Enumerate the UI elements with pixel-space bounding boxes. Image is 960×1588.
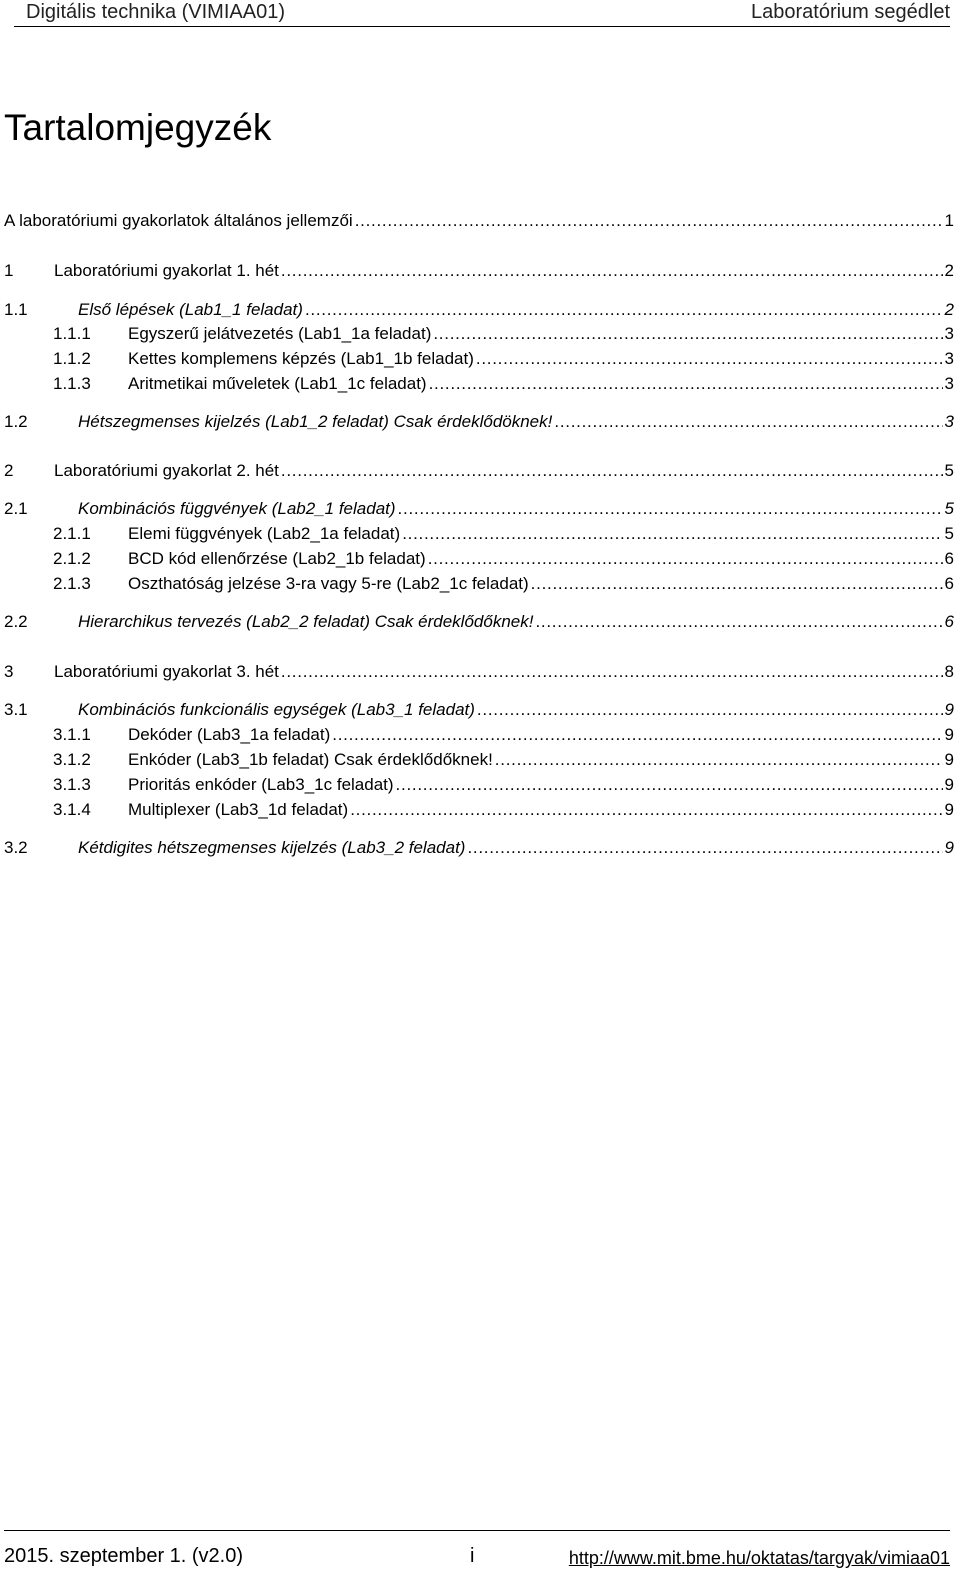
toc-entry-number: 1.1.3 bbox=[53, 374, 91, 393]
toc-entry-number: 1.1 bbox=[4, 300, 28, 319]
header-course-title: Digitális technika (VIMIAA01) bbox=[26, 1, 285, 23]
toc-entry[interactable] bbox=[4, 798, 954, 822]
toc-entry-title: Laboratóriumi gyakorlat 3. hét bbox=[54, 662, 279, 681]
toc-entry-number: 3 bbox=[4, 662, 14, 681]
toc-dot-leader bbox=[332, 723, 942, 747]
toc-entry-page: 3 bbox=[944, 324, 954, 343]
toc-entry-number: 2.1.2 bbox=[53, 549, 91, 568]
toc-entry-title: Aritmetikai műveletek (Lab1_1c feladat) bbox=[128, 374, 427, 393]
toc-entry[interactable] bbox=[4, 610, 954, 634]
toc-entry-number: 3.1 bbox=[4, 700, 28, 719]
toc-entry-number: 3.1.2 bbox=[53, 750, 91, 769]
toc-entry[interactable] bbox=[4, 298, 954, 322]
footer-date: 2015. szeptember 1. (v2.0) bbox=[4, 1545, 244, 1567]
footer-url-link[interactable]: http://www.mit.bme.hu/oktatas/targyak/vimiaa01 bbox=[568, 1548, 950, 1568]
toc-entry-page: 3 bbox=[944, 412, 954, 431]
toc-entry-number: 1.1.1 bbox=[53, 324, 91, 343]
toc-dot-leader bbox=[398, 497, 943, 521]
toc-entry-number: 2.1.1 bbox=[53, 524, 91, 543]
toc-entry-title: A laboratóriumi gyakorlatok általános jellemzői bbox=[4, 211, 353, 230]
toc-entry-title: Oszthatóság jelzése 3-ra vagy 5-re (Lab2_1c feladat) bbox=[128, 574, 529, 593]
toc-entry-page: 6 bbox=[944, 574, 954, 593]
toc-entry-page: 9 bbox=[944, 725, 954, 744]
toc-entry-title: Egyszerű jelátvezetés (Lab1_1a feladat) bbox=[128, 324, 432, 343]
toc-entry-title: BCD kód ellenőrzése (Lab2_1b feladat) bbox=[128, 549, 426, 568]
toc-entry-number: 3.1.3 bbox=[53, 775, 91, 794]
toc-dot-leader bbox=[281, 459, 943, 483]
toc-entry-number: 3.2 bbox=[4, 838, 28, 857]
page-footer bbox=[4, 1530, 950, 1571]
toc-dot-leader bbox=[554, 410, 942, 434]
toc-dot-leader bbox=[281, 660, 943, 684]
toc-entry[interactable] bbox=[4, 497, 954, 521]
toc-entry-title: Prioritás enkóder (Lab3_1c feladat) bbox=[128, 775, 394, 794]
toc-entry-page: 1 bbox=[944, 211, 954, 230]
toc-entry[interactable] bbox=[4, 660, 954, 684]
toc-entry[interactable] bbox=[4, 372, 954, 396]
toc-entry-title: Kombinációs funkcionális egységek (Lab3_1 feladat) bbox=[78, 700, 475, 719]
toc-entry-page: 6 bbox=[944, 549, 954, 568]
toc-entry-title: Enkóder (Lab3_1b feladat) Csak érdeklődőknek! bbox=[128, 750, 493, 769]
toc-entry-page: 9 bbox=[944, 775, 954, 794]
toc-dot-leader bbox=[531, 572, 943, 596]
toc-dot-leader bbox=[355, 209, 943, 233]
toc-dot-leader bbox=[535, 610, 942, 634]
toc-entry-number: 2 bbox=[4, 461, 14, 480]
toc-entry-page: 9 bbox=[944, 838, 954, 857]
footer-page-number: i bbox=[470, 1545, 475, 1567]
toc-dot-leader bbox=[467, 836, 942, 860]
toc-entry[interactable] bbox=[4, 748, 954, 772]
toc-entry-page: 6 bbox=[944, 612, 954, 631]
toc-entry-number: 1 bbox=[4, 261, 14, 280]
toc-entry-number: 2.1.3 bbox=[53, 574, 91, 593]
page-title: Tartalomjegyzék bbox=[4, 107, 272, 148]
toc-entry[interactable] bbox=[4, 259, 954, 283]
toc-entry[interactable] bbox=[4, 522, 954, 546]
toc-entry[interactable] bbox=[4, 723, 954, 747]
toc-dot-leader bbox=[396, 773, 943, 797]
toc-entry-title: Laboratóriumi gyakorlat 1. hét bbox=[54, 261, 279, 280]
toc-entry-page: 9 bbox=[944, 800, 954, 819]
toc-entry-page: 3 bbox=[944, 374, 954, 393]
toc-entry[interactable] bbox=[4, 773, 954, 797]
page-header bbox=[14, 0, 950, 27]
toc-entry-title: Laboratóriumi gyakorlat 2. hét bbox=[54, 461, 279, 480]
toc-entry-page: 5 bbox=[944, 499, 954, 518]
toc-dot-leader bbox=[476, 347, 943, 371]
toc-dot-leader bbox=[477, 698, 943, 722]
toc-entry-page: 8 bbox=[944, 662, 954, 681]
toc-entry-page: 2 bbox=[944, 300, 954, 319]
toc-entry-number: 2.2 bbox=[4, 612, 28, 631]
toc-entry-number: 1.2 bbox=[4, 412, 28, 431]
toc-dot-leader bbox=[305, 298, 943, 322]
toc-entry[interactable] bbox=[4, 322, 954, 346]
toc-entry[interactable] bbox=[4, 836, 954, 860]
toc-dot-leader bbox=[429, 372, 943, 396]
toc-entry-page: 9 bbox=[944, 700, 954, 719]
toc-entry[interactable] bbox=[4, 459, 954, 483]
toc-entry-page: 3 bbox=[944, 349, 954, 368]
toc-dot-leader bbox=[495, 748, 943, 772]
toc-dot-leader bbox=[433, 322, 942, 346]
toc-entry-number: 2.1 bbox=[4, 499, 28, 518]
toc-entry-title: Elemi függvények (Lab2_1a feladat) bbox=[128, 524, 401, 543]
toc-dot-leader bbox=[428, 547, 943, 571]
toc-entry[interactable] bbox=[4, 572, 954, 596]
toc-entry-page: 5 bbox=[944, 524, 954, 543]
toc-entry-title: Hétszegmenses kijelzés (Lab1_2 feladat) Csak érdeklődöknek! bbox=[78, 412, 553, 431]
toc-entry-number: 3.1.1 bbox=[53, 725, 91, 744]
toc-entry[interactable] bbox=[4, 410, 954, 434]
toc-entry-page: 2 bbox=[944, 261, 954, 280]
toc-dot-leader bbox=[281, 259, 943, 283]
toc-entry[interactable] bbox=[4, 347, 954, 371]
toc-entry-title: Kétdigites hétszegmenses kijelzés (Lab3_2 feladat) bbox=[78, 838, 466, 857]
toc-entry-title: Első lépések (Lab1_1 feladat) bbox=[78, 300, 303, 319]
toc-entry[interactable] bbox=[4, 698, 954, 722]
toc-entry-page: 9 bbox=[944, 750, 954, 769]
toc-entry-title: Kettes komplemens képzés (Lab1_1b feladat) bbox=[128, 349, 474, 368]
toc-entry[interactable] bbox=[4, 547, 954, 571]
header-doc-title: Laboratórium segédlet bbox=[750, 1, 950, 23]
toc-entry-title: Multiplexer (Lab3_1d feladat) bbox=[128, 800, 349, 819]
toc-entry-page: 5 bbox=[944, 461, 954, 480]
toc-entry[interactable] bbox=[4, 209, 954, 233]
toc-entry-title: Hierarchikus tervezés (Lab2_2 feladat) Csak érdeklődőknek! bbox=[78, 612, 534, 631]
toc-entry-title: Kombinációs függvények (Lab2_1 feladat) bbox=[78, 499, 396, 518]
toc-entry-number: 1.1.2 bbox=[53, 349, 91, 368]
toc-entry-title: Dekóder (Lab3_1a feladat) bbox=[128, 725, 331, 744]
toc-dot-leader bbox=[402, 522, 942, 546]
toc-entry-number: 3.1.4 bbox=[53, 800, 91, 819]
toc-dot-leader bbox=[350, 798, 942, 822]
